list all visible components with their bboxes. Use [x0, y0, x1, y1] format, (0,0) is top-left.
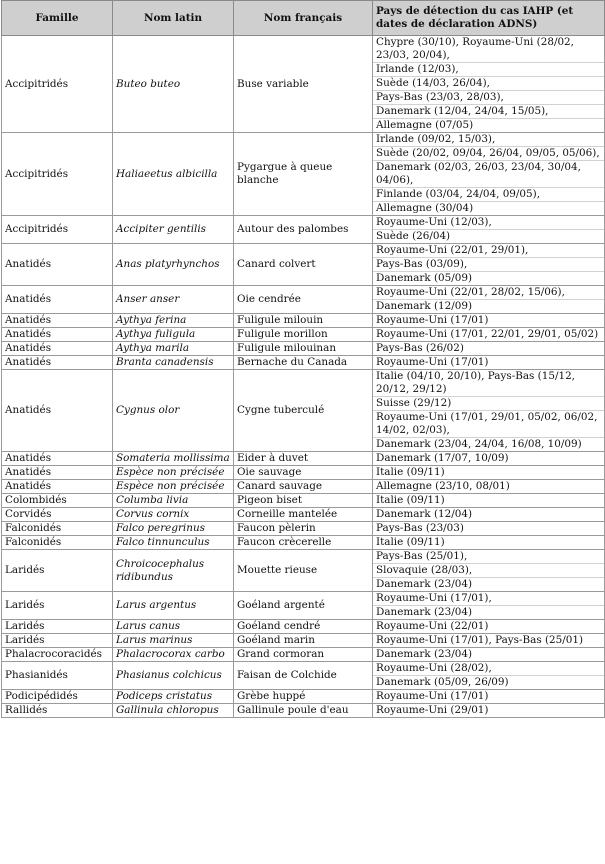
table-body — [2, 36, 605, 718]
cell-nom-francais: Fuligule milouinan — [234, 342, 373, 356]
case-line: Finlande (03/04, 24/04, 09/05), — [373, 188, 604, 202]
case-line: Danemark (12/04, 24/04, 15/05), — [373, 105, 604, 119]
cell-nom-francais: Buse variable — [234, 36, 373, 133]
table-row — [2, 466, 605, 480]
cell-cases — [373, 690, 605, 704]
cell-nom-latin: Aythya fuligula — [113, 328, 234, 342]
cell-nom-latin: Larus argentus — [113, 592, 234, 620]
table-row — [2, 342, 605, 356]
cell-famille: Phalacrocoracidés — [2, 648, 113, 662]
cell-cases — [373, 480, 605, 494]
cell-famille: Anatidés — [2, 244, 113, 286]
cell-cases — [373, 216, 605, 244]
table-row — [2, 690, 605, 704]
case-line: Suède (14/03, 26/04), — [373, 77, 604, 91]
cell-cases — [373, 286, 605, 314]
case-line: Royaume-Uni (22/01) — [376, 620, 489, 632]
cell-cases — [373, 620, 605, 634]
case-line: Danemark (23/04) — [376, 606, 473, 618]
cell-nom-francais: Goéland cendré — [234, 620, 373, 634]
cell-nom-francais: Goéland marin — [234, 634, 373, 648]
cell-nom-francais: Grèbe huppé — [234, 690, 373, 704]
table-row — [2, 536, 605, 550]
case-line: Suisse (29/12) — [373, 397, 604, 411]
cell-cases — [373, 550, 605, 592]
cell-nom-francais: Pygargue à queue blanche — [234, 133, 373, 216]
header-nom-francais: Nom français — [234, 1, 373, 36]
case-line: Royaume-Uni (22/01, 28/02, 15/06), — [373, 286, 604, 300]
case-line: Allemagne (30/04) — [376, 202, 474, 214]
cell-nom-latin: Cygnus olor — [113, 370, 234, 452]
cell-cases — [373, 536, 605, 550]
table-row — [2, 480, 605, 494]
cell-nom-francais: Canard colvert — [234, 244, 373, 286]
cell-cases — [373, 244, 605, 286]
cell-nom-latin: Gallinula chloropus — [113, 704, 234, 718]
case-line: Pays-Bas (25/01), — [373, 550, 604, 564]
header-pays-detection: Pays de détection du cas IAHP (et dates de déclaration ADNS) — [373, 1, 605, 36]
cell-nom-latin: Espèce non précisée — [113, 480, 234, 494]
case-line: Danemark (17/07, 10/09) — [376, 452, 509, 464]
case-line: Chypre (30/10), Royaume-Uni (28/02, 23/03, 20/04), — [373, 36, 604, 63]
cell-famille: Corvidés — [2, 508, 113, 522]
table-row — [2, 244, 605, 286]
table-row — [2, 592, 605, 620]
cell-cases — [373, 370, 605, 452]
table-row — [2, 522, 605, 536]
table-row — [2, 648, 605, 662]
case-line: Royaume-Uni (17/01) — [376, 314, 489, 326]
cell-nom-francais: Faucon pèlerin — [234, 522, 373, 536]
table-row — [2, 314, 605, 328]
cell-nom-francais: Oie sauvage — [234, 466, 373, 480]
case-line: Irlande (09/02, 15/03), — [373, 133, 604, 147]
cell-nom-latin: Buteo buteo — [113, 36, 234, 133]
cell-nom-latin: Phasianus colchicus — [113, 662, 234, 690]
cell-famille: Anatidés — [2, 370, 113, 452]
cell-cases — [373, 133, 605, 216]
cell-nom-latin: Branta canadensis — [113, 356, 234, 370]
case-line: Allemagne (23/10, 08/01) — [376, 480, 510, 492]
table-row — [2, 133, 605, 216]
cell-nom-francais: Autour des palombes — [234, 216, 373, 244]
header-famille: Famille — [2, 1, 113, 36]
cell-cases — [373, 494, 605, 508]
case-line: Royaume-Uni (17/01) — [376, 356, 489, 368]
cell-famille: Accipitridés — [2, 133, 113, 216]
cell-nom-francais: Oie cendrée — [234, 286, 373, 314]
case-line: Royaume-Uni (22/01, 29/01), — [373, 244, 604, 258]
case-line: Royaume-Uni (12/03), — [373, 216, 604, 230]
cell-cases — [373, 704, 605, 718]
cell-famille: Anatidés — [2, 342, 113, 356]
case-line: Danemark (23/04) — [376, 578, 473, 590]
case-line: Italie (09/11) — [376, 494, 445, 506]
table-row — [2, 370, 605, 452]
cell-famille: Falconidés — [2, 522, 113, 536]
cell-nom-latin: Larus canus — [113, 620, 234, 634]
table-row — [2, 662, 605, 690]
cell-cases — [373, 662, 605, 690]
bird-cases-table — [1, 0, 605, 718]
header-row — [2, 1, 605, 36]
case-line: Italie (09/11) — [376, 536, 445, 548]
table-row — [2, 550, 605, 592]
table-row — [2, 634, 605, 648]
case-line: Danemark (12/09) — [376, 300, 473, 312]
cell-nom-francais: Faisan de Colchide — [234, 662, 373, 690]
case-line: Danemark (05/09) — [376, 272, 473, 284]
case-line: Danemark (23/04) — [376, 648, 473, 660]
cell-nom-francais: Bernache du Canada — [234, 356, 373, 370]
cell-nom-latin: Somateria mollissima — [113, 452, 234, 466]
case-line: Slovaquie (28/03), — [373, 564, 604, 578]
case-line: Royaume-Uni (17/01) — [376, 690, 489, 702]
cell-nom-latin: Corvus cornix — [113, 508, 234, 522]
cell-nom-francais: Goéland argenté — [234, 592, 373, 620]
case-line: Suède (26/04) — [376, 230, 451, 242]
case-line: Royaume-Uni (17/01, 22/01, 29/01, 05/02) — [376, 328, 599, 340]
case-line: Suède (20/02, 09/04, 26/04, 09/05, 05/06), — [373, 147, 604, 161]
cell-cases — [373, 342, 605, 356]
cell-nom-francais: Corneille mantelée — [234, 508, 373, 522]
cell-famille: Anatidés — [2, 480, 113, 494]
table-row — [2, 508, 605, 522]
cell-cases — [373, 314, 605, 328]
table-row — [2, 328, 605, 342]
cell-cases — [373, 356, 605, 370]
cell-famille: Phasianidés — [2, 662, 113, 690]
case-line: Royaume-Uni (28/02), — [373, 662, 604, 676]
cell-famille: Falconidés — [2, 536, 113, 550]
case-line: Pays-Bas (03/09), — [373, 258, 604, 272]
case-line: Royaume-Uni (17/01), — [373, 592, 604, 606]
case-line: Pays-Bas (26/02) — [376, 342, 464, 354]
cell-famille: Laridés — [2, 550, 113, 592]
cell-famille: Anatidés — [2, 356, 113, 370]
cell-nom-francais: Canard sauvage — [234, 480, 373, 494]
cell-nom-latin: Anser anser — [113, 286, 234, 314]
header-nom-latin: Nom latin — [113, 1, 234, 36]
cell-nom-latin: Espèce non précisée — [113, 466, 234, 480]
cell-famille: Rallidés — [2, 704, 113, 718]
cell-nom-francais: Faucon crècerelle — [234, 536, 373, 550]
cell-nom-francais: Eider à duvet — [234, 452, 373, 466]
cell-cases — [373, 508, 605, 522]
case-line: Irlande (12/03), — [373, 63, 604, 77]
cell-nom-francais: Gallinule poule d'eau — [234, 704, 373, 718]
table-header — [2, 1, 605, 36]
cell-nom-latin: Falco peregrinus — [113, 522, 234, 536]
case-line: Pays-Bas (23/03, 28/03), — [373, 91, 604, 105]
table-row — [2, 286, 605, 314]
cell-nom-francais: Cygne tuberculé — [234, 370, 373, 452]
table-row — [2, 704, 605, 718]
case-line: Danemark (23/04, 24/04, 16/08, 10/09) — [376, 438, 582, 450]
cell-famille: Podicipédidés — [2, 690, 113, 704]
table-row — [2, 216, 605, 244]
cell-cases — [373, 648, 605, 662]
cell-nom-latin: Accipiter gentilis — [113, 216, 234, 244]
case-line: Danemark (02/03, 26/03, 23/04, 30/04, 04/06), — [373, 161, 604, 188]
cell-nom-latin: Columba livia — [113, 494, 234, 508]
cell-nom-latin: Larus marinus — [113, 634, 234, 648]
cell-famille: Laridés — [2, 620, 113, 634]
cell-famille: Anatidés — [2, 466, 113, 480]
cell-cases — [373, 36, 605, 133]
table-row — [2, 356, 605, 370]
cell-cases — [373, 466, 605, 480]
cell-famille: Laridés — [2, 592, 113, 620]
cell-cases — [373, 452, 605, 466]
case-line: Allemagne (07/05) — [376, 119, 474, 131]
cell-nom-latin: Phalacrocorax carbo — [113, 648, 234, 662]
cell-nom-latin: Aythya marila — [113, 342, 234, 356]
cell-nom-latin: Anas platyrhynchos — [113, 244, 234, 286]
cell-cases — [373, 634, 605, 648]
cell-famille: Anatidés — [2, 286, 113, 314]
cell-nom-francais: Fuligule morillon — [234, 328, 373, 342]
table-row — [2, 36, 605, 133]
cell-nom-latin: Aythya ferina — [113, 314, 234, 328]
cell-famille: Accipitridés — [2, 36, 113, 133]
case-line: Royaume-Uni (17/01), Pays-Bas (25/01) — [376, 634, 584, 646]
table-row — [2, 620, 605, 634]
table-row — [2, 452, 605, 466]
cell-nom-francais: Pigeon biset — [234, 494, 373, 508]
cell-cases — [373, 592, 605, 620]
cell-famille: Anatidés — [2, 452, 113, 466]
case-line: Royaume-Uni (29/01) — [376, 704, 489, 716]
cell-nom-francais: Mouette rieuse — [234, 550, 373, 592]
cell-nom-latin: Podiceps cristatus — [113, 690, 234, 704]
table-row — [2, 494, 605, 508]
cell-famille: Colombidés — [2, 494, 113, 508]
cell-nom-latin: Falco tinnunculus — [113, 536, 234, 550]
cell-famille: Laridés — [2, 634, 113, 648]
cell-cases — [373, 522, 605, 536]
cell-famille: Anatidés — [2, 314, 113, 328]
case-line: Italie (09/11) — [376, 466, 445, 478]
case-line: Pays-Bas (23/03) — [376, 522, 464, 534]
cell-nom-latin: Chroicocephalus ridibundus — [113, 550, 234, 592]
cell-nom-francais: Grand cormoran — [234, 648, 373, 662]
case-line: Danemark (05/09, 26/09) — [376, 676, 509, 688]
cell-famille: Anatidés — [2, 328, 113, 342]
cell-cases — [373, 328, 605, 342]
cell-nom-latin: Haliaeetus albicilla — [113, 133, 234, 216]
case-line: Italie (04/10, 20/10), Pays-Bas (15/12, 20/12, 29/12) — [373, 370, 604, 397]
cell-nom-francais: Fuligule milouin — [234, 314, 373, 328]
case-line: Royaume-Uni (17/01, 29/01, 05/02, 06/02, 14/02, 02/03), — [373, 411, 604, 438]
case-line: Danemark (12/04) — [376, 508, 473, 520]
cell-famille: Accipitridés — [2, 216, 113, 244]
